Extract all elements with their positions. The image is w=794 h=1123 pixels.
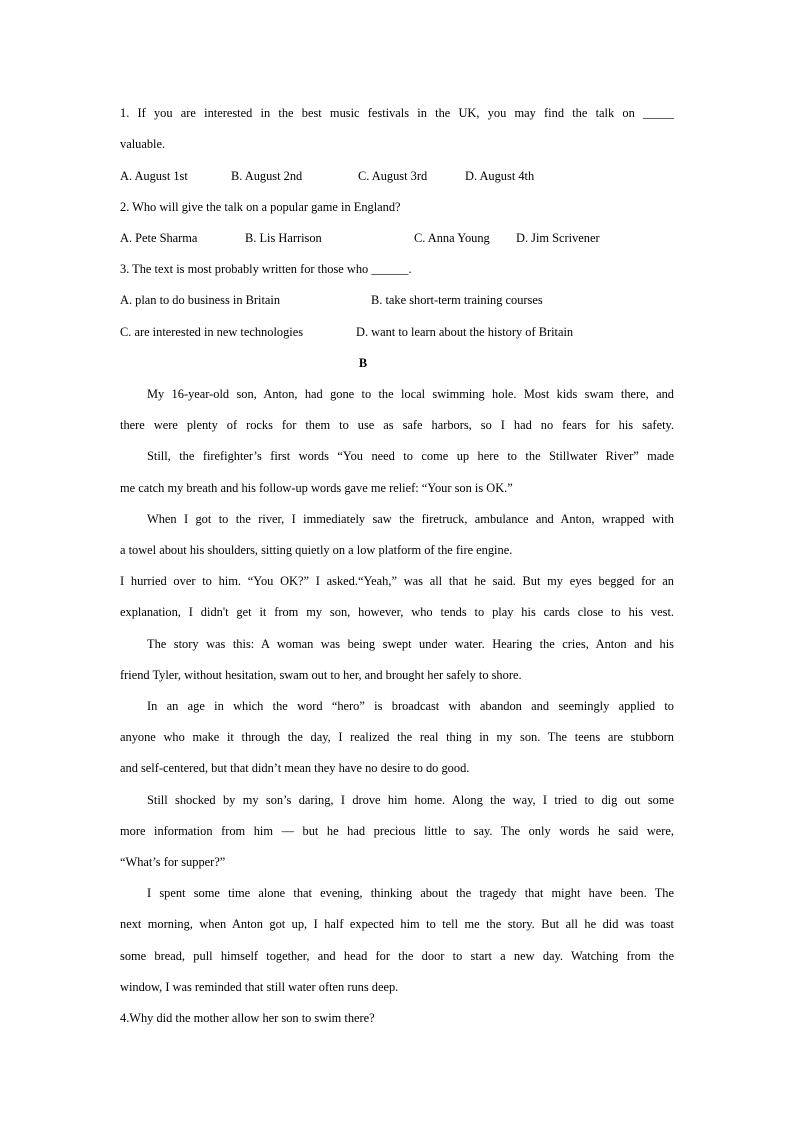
question-3: 3. The text is most probably written for those who ______. bbox=[120, 262, 412, 276]
passage-line: When I got to the river, I immediately saw the firetruck, ambulance and Anton, wrapped with bbox=[147, 512, 674, 526]
question-1-option-d: D. August 4th bbox=[465, 169, 535, 183]
question-3-option-a: A. plan to do business in Britain bbox=[120, 293, 281, 307]
question-3-option-d: D. want to learn about the history of Britain bbox=[356, 325, 574, 339]
question-3-option-c: C. are interested in new technologies bbox=[120, 325, 304, 339]
passage-line: explanation, I didn't get it from my son, however, who tends to play his cards close to his vest. bbox=[120, 605, 674, 619]
question-2-option-a: A. Pete Sharma bbox=[120, 231, 198, 245]
question-1-option-b: B. August 2nd bbox=[231, 169, 303, 183]
passage-line: me catch my breath and his follow-up words gave me relief: “Your son is OK.” bbox=[120, 481, 513, 495]
section-b-heading: B bbox=[358, 356, 368, 370]
passage-line: more information from him — but he had precious little to say. The only words he said were, bbox=[120, 824, 674, 838]
passage-line: some bread, pull himself together, and head for the door to start a new day. Watching from the bbox=[120, 949, 674, 963]
passage-line: a towel about his shoulders, sitting quietly on a low platform of the fire engine. bbox=[120, 543, 513, 557]
question-2-option-c: C. Anna Young bbox=[414, 231, 490, 245]
passage-line: next morning, when Anton got up, I half expected him to tell me the story. But all he did was toast bbox=[120, 917, 674, 931]
passage-line: I hurried over to him. “You OK?” I asked.“Yeah,” was all that he said. But my eyes begged for an bbox=[120, 574, 674, 588]
passage-line: window, I was reminded that still water often runs deep. bbox=[120, 980, 399, 994]
passage-line: I spent some time alone that evening, thinking about the tragedy that might have been. The bbox=[147, 886, 674, 900]
passage-line: Still, the firefighter’s first words “You need to come up here to the Stillwater River” made bbox=[147, 449, 674, 463]
question-2: 2. Who will give the talk on a popular game in England? bbox=[120, 200, 401, 214]
question-2-option-d: D. Jim Scrivener bbox=[516, 231, 600, 245]
passage-line: My 16-year-old son, Anton, had gone to the local swimming hole. Most kids swam there, and bbox=[147, 387, 674, 401]
question-2-option-b: B. Lis Harrison bbox=[245, 231, 322, 245]
question-3-option-b: B. take short-term training courses bbox=[371, 293, 543, 307]
passage-line: friend Tyler, without hesitation, swam out to her, and brought her safely to shore. bbox=[120, 668, 522, 682]
passage-line: and self-centered, but that didn’t mean they have no desire to do good. bbox=[120, 761, 470, 775]
question-1-option-c: C. August 3rd bbox=[358, 169, 428, 183]
question-4: 4.Why did the mother allow her son to swim there? bbox=[120, 1011, 375, 1025]
question-1-line-2: valuable. bbox=[120, 137, 166, 151]
passage-line: The story was this: A woman was being swept under water. Hearing the cries, Anton and his bbox=[147, 637, 674, 651]
passage-line: “What’s for supper?” bbox=[120, 855, 226, 869]
passage-line: Still shocked by my son’s daring, I drove him home. Along the way, I tried to dig out some bbox=[147, 793, 674, 807]
question-1-option-a: A. August 1st bbox=[120, 169, 188, 183]
passage-line: there were plenty of rocks for them to use as safe harbors, so I had no fears for his safety. bbox=[120, 418, 674, 432]
passage-line: anyone who make it through the day, I realized the real thing in my son. The teens are stubborn bbox=[120, 730, 674, 744]
passage-line: In an age in which the word “hero” is broadcast with abandon and seemingly applied to bbox=[147, 699, 674, 713]
question-1-line-1: 1. If you are interested in the best music festivals in the UK, you may find the talk on _____ bbox=[120, 106, 674, 120]
